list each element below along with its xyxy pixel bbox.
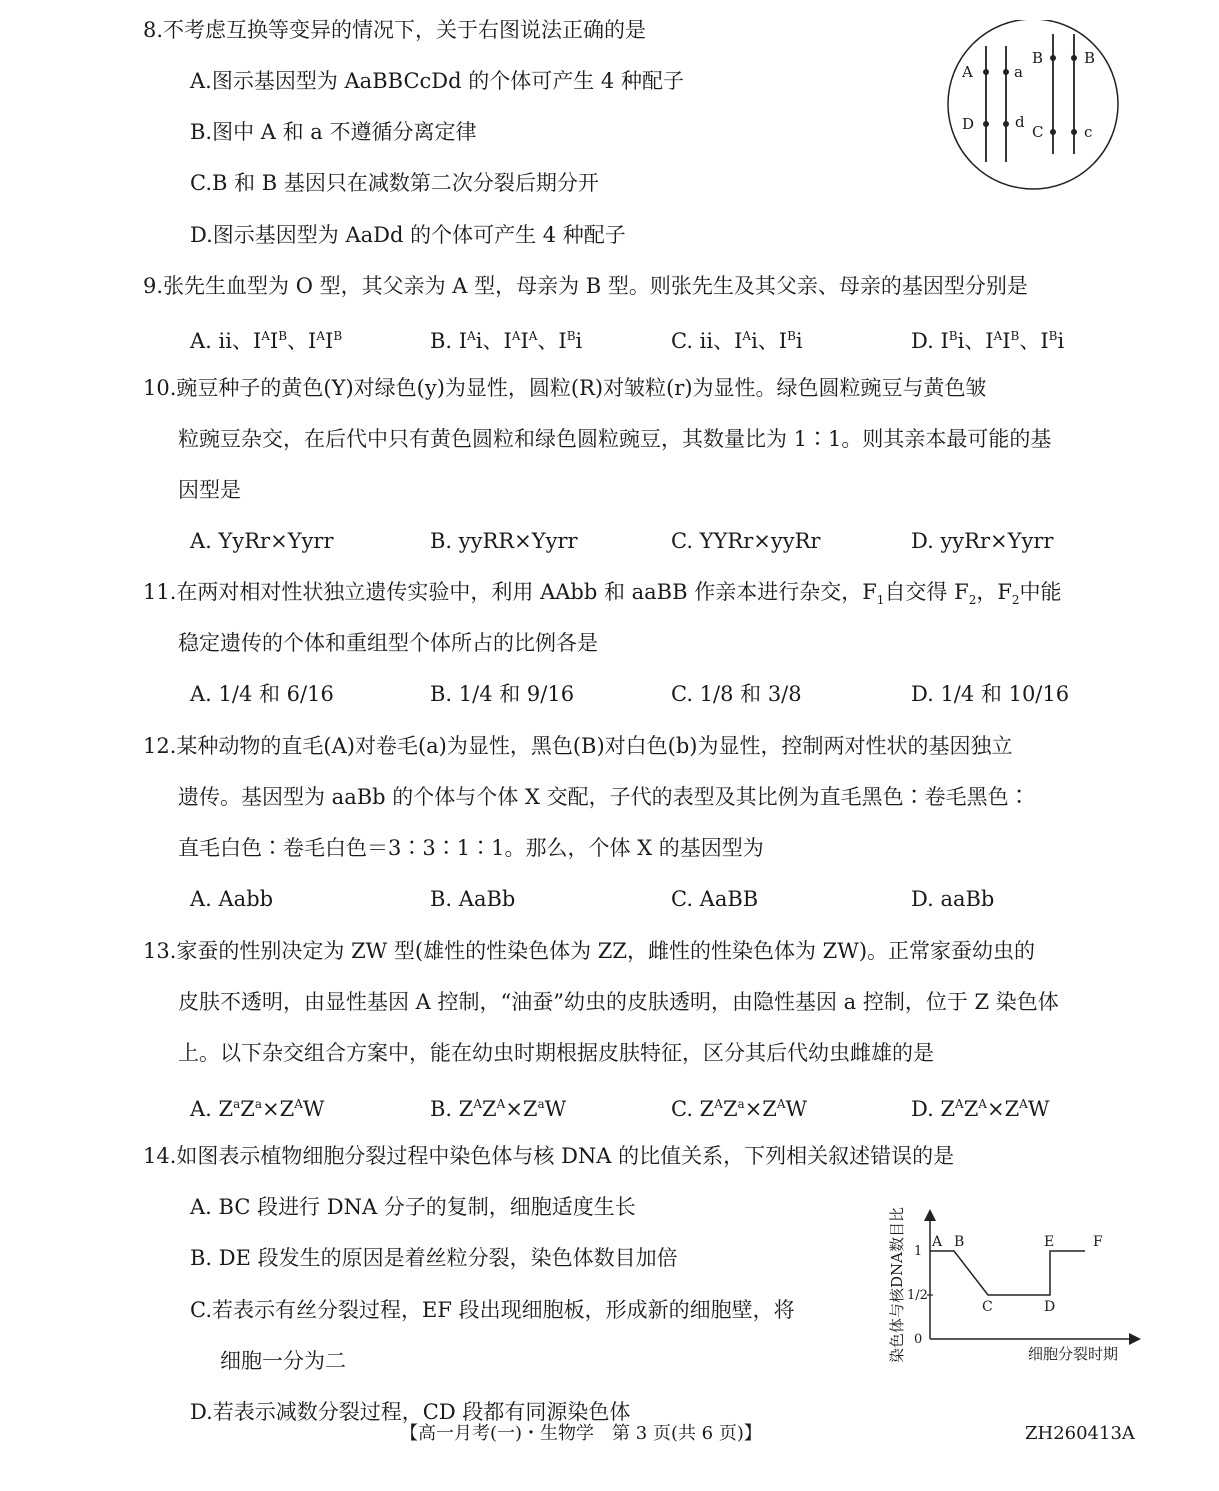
q13-option-a: A. $Z^aZ^a\times Z^AW$ — [190, 1097, 325, 1121]
q12-line1: 12.某种动物的直毛(A)对卷毛(a)为显性，黑色(B)对白色(b)为显性，控制两对性状的基因独立 — [143, 734, 1013, 758]
gene-locus — [1050, 55, 1056, 61]
gene-label: A — [962, 63, 973, 81]
q12-line2: 遗传。基因型为 aaBb 的个体与个体 X 交配，子代的表型及其比例为直毛黑色∶卷毛黑色∶ — [178, 785, 1030, 809]
q9-option-b: B. $I^Ai$、$I^AI^A$、$I^Bi$ — [430, 329, 583, 353]
q12-line3: 直毛白色∶卷毛白色＝3∶3∶1∶1。那么，个体 X 的基因型为 — [178, 836, 764, 860]
gene-label: D — [962, 115, 975, 133]
q9-stem: 9.张先生血型为 O 型，其父亲为 A 型，母亲为 B 型。则张先生及其父亲、母亲的基因型分别是 — [143, 274, 1028, 298]
q12-option-c: C. AaBB — [671, 887, 759, 911]
point-label-c: C — [982, 1299, 993, 1315]
q10-option-c: C. YYRr×yyRr — [671, 529, 821, 553]
gene-locus — [1071, 129, 1077, 135]
gene-label: C — [1032, 123, 1044, 141]
gene-locus — [1071, 55, 1077, 61]
cell-outline — [948, 20, 1118, 189]
q10-line3: 因型是 — [178, 478, 241, 502]
point-label-b: B — [954, 1234, 965, 1250]
x-axis-label: 细胞分裂时期 — [1028, 1345, 1119, 1363]
q11-line2: 稳定遗传的个体和重组型个体所占的比例各是 — [178, 631, 598, 655]
gene-label: B — [1084, 49, 1096, 67]
q10-line1: 10.豌豆种子的黄色(Y)对绿色(y)为显性，圆粒(R)对皱粒(r)为显性。绿色圆粒豌豆与黄色皱 — [143, 376, 987, 400]
q12-option-d: D. aaBb — [911, 887, 995, 911]
ratio-chart — [880, 1195, 1145, 1375]
q13-line3: 上。以下杂交组合方案中，能在幼虫时期根据皮肤特征，区分其后代幼虫雌雄的是 — [178, 1041, 934, 1065]
q11-option-c: C. 1/8 和 3/8 — [671, 682, 802, 706]
q13-option-d: D. $Z^AZ^A\times Z^AW$ — [911, 1097, 1050, 1121]
q14-option-c-cont: 细胞一分为二 — [220, 1349, 346, 1373]
q12-option-b: B. AaBb — [430, 887, 516, 911]
q14-option-d: D.若表示减数分裂过程，CD 段都有同源染色体 — [190, 1400, 631, 1424]
point-label-d: D — [1044, 1299, 1056, 1315]
gene-locus — [1003, 121, 1009, 127]
q8-option-b: B.图中 A 和 a 不遵循分离定律 — [190, 120, 477, 144]
q13-option-b: B. $Z^AZ^A\times Z^aW$ — [430, 1097, 567, 1121]
q8-option-d: D.图示基因型为 AaDd 的个体可产生 4 种配子 — [190, 223, 626, 247]
q14-option-a: A. BC 段进行 DNA 分子的复制，细胞适度生长 — [190, 1195, 636, 1219]
footer-code: ZH260413A — [1025, 1423, 1135, 1444]
q10-option-d: D. yyRr×Yyrr — [911, 529, 1054, 553]
point-label-e: E — [1044, 1234, 1055, 1250]
q11-option-a: A. 1/4 和 6/16 — [190, 682, 334, 706]
y-tick-label: 0 — [914, 1332, 923, 1347]
q9-option-c: C. ii、$I^Ai$、$I^Bi$ — [671, 329, 803, 353]
q12-option-a: A. Aabb — [190, 887, 274, 911]
q9-option-a: A. ii、$I^AI^B$、$I^AI^B$ — [190, 329, 343, 353]
q8-option-c: C.B 和 B 基因只在减数第二次分裂后期分开 — [190, 171, 599, 195]
ratio-series-line — [930, 1251, 1085, 1295]
q11-option-d: D. 1/4 和 10/16 — [911, 682, 1070, 706]
q14-option-c: C.若表示有丝分裂过程，EF 段出现细胞板，形成新的细胞壁，将 — [190, 1298, 795, 1322]
gene-locus — [1003, 69, 1009, 75]
y-tick-label: 1 — [914, 1244, 923, 1259]
gene-locus — [983, 69, 989, 75]
footer-page-info: 【高一月考(一)・生物学 第 3 页(共 6 页)】 — [400, 1423, 762, 1444]
gene-locus — [1050, 129, 1056, 135]
q8-option-a: A.图示基因型为 AaBBCcDd 的个体可产生 4 种配子 — [190, 69, 684, 93]
y-axis-label: 染色体与核DNA数目比 — [888, 1207, 906, 1363]
q10-option-b: B. yyRR×Yyrr — [430, 529, 578, 553]
q13-line2: 皮肤不透明，由显性基因 A 控制，“油蚕”幼虫的皮肤透明，由隐性基因 a 控制，位于 Z 染色体 — [178, 990, 1059, 1014]
gene-label: a — [1014, 63, 1023, 81]
q10-line2: 粒豌豆杂交，在后代中只有黄色圆粒和绿色圆粒豌豆，其数量比为 1∶1。则其亲本最可能的基 — [178, 427, 1052, 451]
q14-stem: 14.如图表示植物细胞分裂过程中染色体与核 DNA 的比值关系，下列相关叙述错误的是 — [143, 1144, 955, 1168]
gene-label: c — [1084, 123, 1093, 141]
q13-option-c: C. $Z^AZ^a\times Z^AW$ — [671, 1097, 808, 1121]
y-tick-label: 1/2 — [907, 1288, 928, 1303]
q11-line1: 11.在两对相对性状独立遗传实验中，利用 AAbb 和 aaBB 作亲本进行杂交，$F_1$自交得 $F_2$，$F_2$中能 — [143, 580, 1062, 608]
chromosome-figure — [945, 20, 1125, 190]
q10-option-a: A. YyRr×Yyrr — [190, 529, 334, 553]
q8-stem: 8.不考虑互换等变异的情况下，关于右图说法正确的是 — [143, 18, 647, 42]
q11-option-b: B. 1/4 和 9/16 — [430, 682, 575, 706]
q14-option-b: B. DE 段发生的原因是着丝粒分裂，染色体数目加倍 — [190, 1246, 678, 1270]
gene-label: B — [1032, 49, 1044, 67]
gene-locus — [983, 121, 989, 127]
q13-line1: 13.家蚕的性别决定为 ZW 型(雄性的性染色体为 ZZ，雌性的性染色体为 ZW)。正常家蚕幼虫的 — [143, 939, 1036, 963]
point-label-a: A — [932, 1234, 943, 1250]
q9-option-d: D. $I^Bi$、$I^AI^B$、$I^Bi$ — [911, 329, 1065, 353]
gene-label: d — [1015, 113, 1025, 131]
point-label-f: F — [1093, 1234, 1103, 1250]
